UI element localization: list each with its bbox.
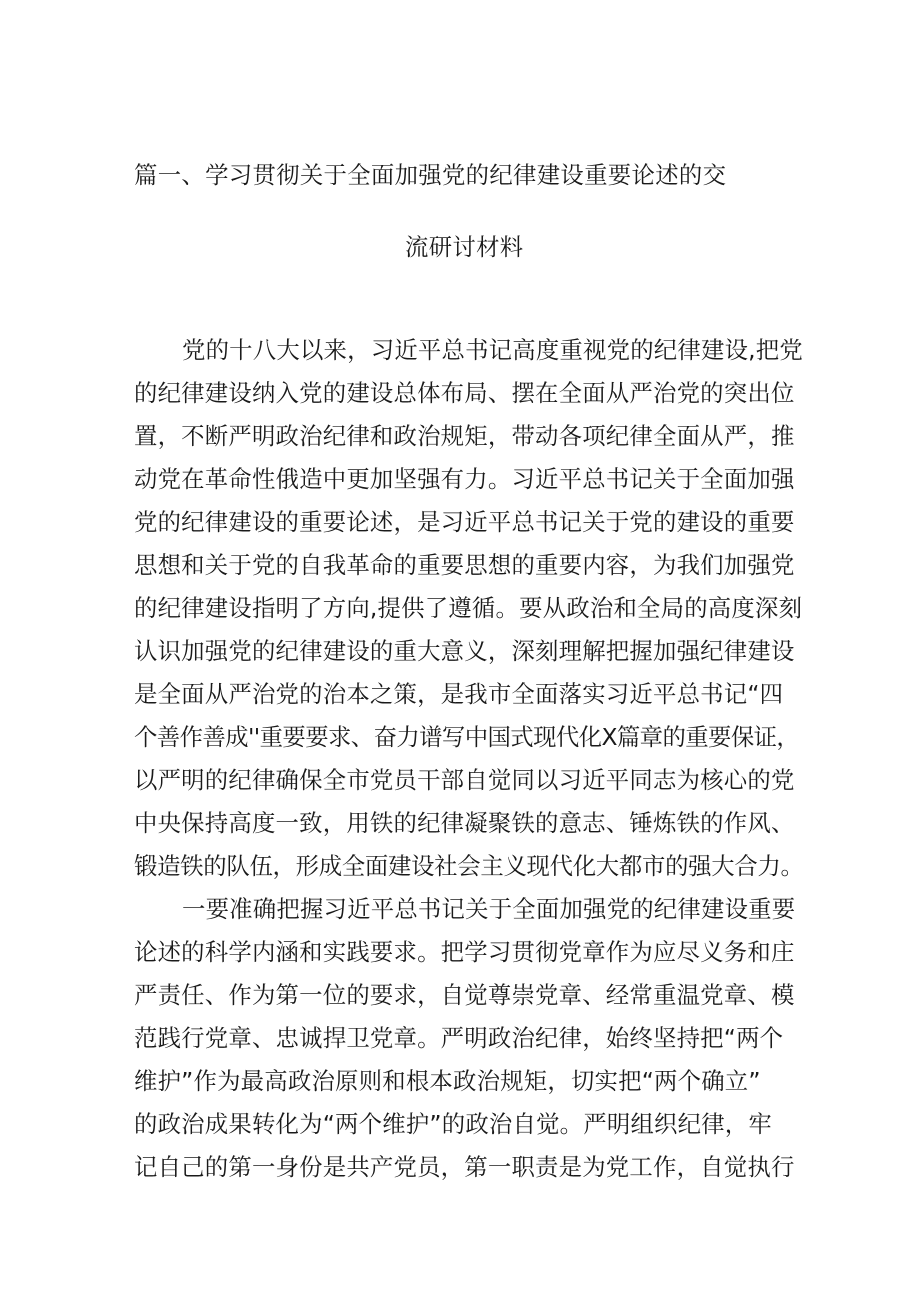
document-title-line-1: 篇一、学习贯彻关于全面加强党的纪律建设重要论述的交 — [134, 161, 727, 189]
paragraph-line: 的纪律建设指明了方向,提供了遵循。要从政治和全局的高度深刻 — [134, 594, 803, 622]
paragraph-line: 一要准确把握习近平总书记关于全面加强党的纪律建设重要 — [182, 895, 796, 923]
paragraph-line: 论述的科学内涵和实践要求。把学习贯彻党章作为应尽义务和庄 — [134, 938, 795, 966]
paragraph-line: 认识加强党的纪律建设的重大意义，深刻理解把握加强纪律建设 — [134, 637, 795, 665]
paragraph-line: 严责任、作为第一位的要求，自觉尊崇党章、经常重温党章、模 — [134, 981, 795, 1009]
paragraph-line: 维护”作为最高政治原则和根本政治规矩，切实把“两个确立” — [134, 1067, 761, 1095]
paragraph-line: 的纪律建设纳入党的建设总体布局、摆在全面从严治党的突出位 — [134, 379, 795, 407]
paragraph-line: 党的纪律建设的重要论述，是习近平总书记关于党的建设的重要 — [134, 508, 795, 536]
paragraph-line: 范践行党章、忠诚捍卫党章。严明政治纪律，始终坚持把“两个 — [134, 1024, 784, 1052]
paragraph-line: 置，不断严明政治纪律和政治规矩，带动各项纪律全面从严，推 — [134, 422, 795, 450]
document-title-line-2: 流研讨材料 — [405, 233, 524, 261]
paragraph-line: 思想和关于党的自我革命的重要思想的重要内容，为我们加强党 — [134, 551, 795, 579]
paragraph-line: 个善作善成''重要要求、奋力谱写中国式现代化X篇章的重要保证， — [134, 723, 800, 751]
paragraph-line: 动党在革命性俄造中更加坚强有力。习近平总书记关于全面加强 — [134, 465, 795, 493]
paragraph-line: 锻造铁的队伍，形成全面建设社会主义现代化大都市的强大合力。 — [134, 852, 804, 880]
paragraph-line: 党的十八大以来，习近平总书记高度重视党的纪律建设,把党 — [182, 336, 803, 364]
paragraph-line: 的政治成果转化为“两个维护”的政治自觉。严明组织纪律，牢 — [134, 1110, 772, 1138]
paragraph-line: 是全面从严治党的治本之策，是我市全面落实习近平总书记“四 — [134, 680, 784, 708]
paragraph-line: 以严明的纪律确保全市党员干部自觉同以习近平同志为核心的党 — [134, 766, 795, 794]
paragraph-line: 中央保持高度一致，用铁的纪律凝聚铁的意志、锤炼铁的作风、 — [134, 809, 795, 837]
paragraph-line: 记自己的第一身份是共产党员，第一职责是为党工作，自觉执行 — [134, 1153, 795, 1181]
